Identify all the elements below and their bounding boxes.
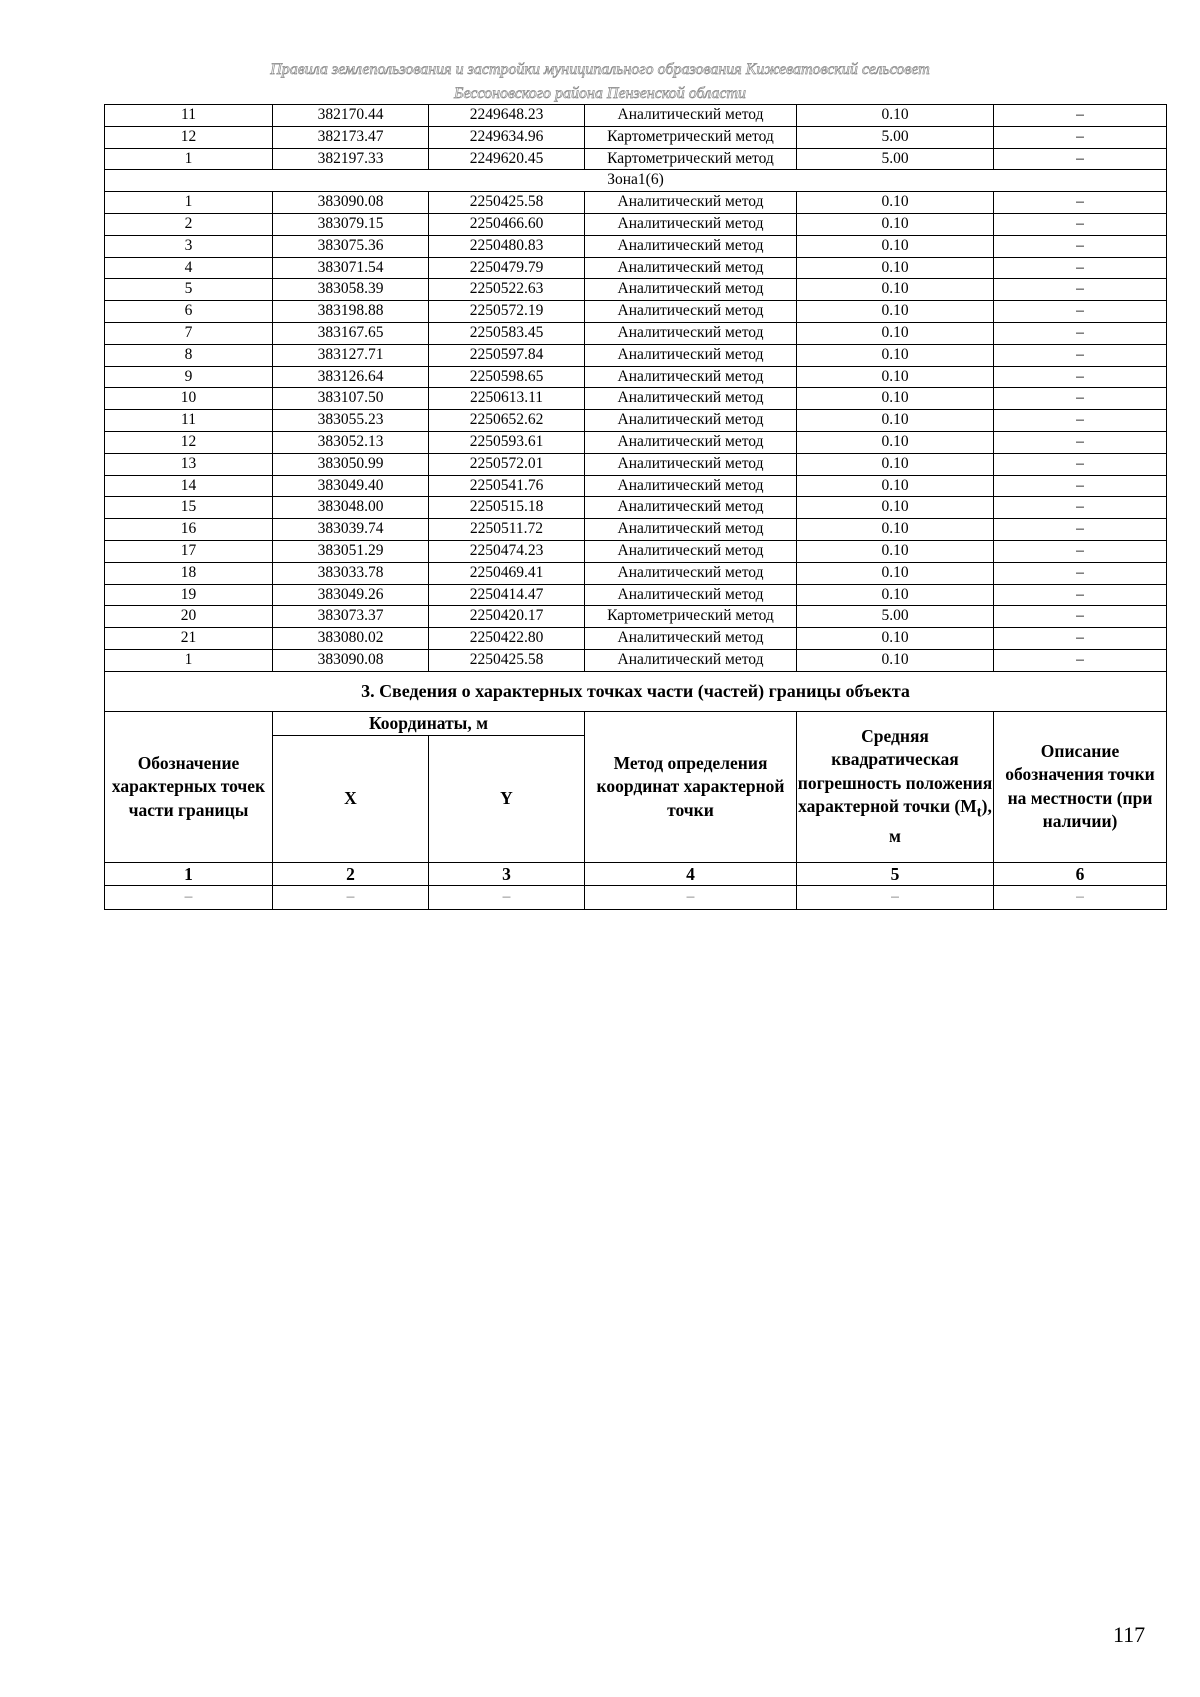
cell-mt-value: 0.10 (797, 279, 994, 301)
cell-method: Картометрический метод (585, 606, 797, 628)
cell-mt-value: 5.00 (797, 126, 994, 148)
cell-coord-x: 383039.74 (273, 519, 429, 541)
cell-description: – (994, 301, 1167, 323)
cell-method: Аналитический метод (585, 235, 797, 257)
cell-description: – (994, 235, 1167, 257)
cell-coord-x: 383073.37 (273, 606, 429, 628)
cell-coord-x: 383126.64 (273, 366, 429, 388)
cell-mt-value: 0.10 (797, 322, 994, 344)
header-coordinates: Координаты, м (273, 711, 585, 736)
table-row (105, 628, 1167, 650)
cell-mt-value: 0.10 (797, 453, 994, 475)
table-row (105, 257, 1167, 279)
cell-mt-value: 0.10 (797, 105, 994, 127)
col-number-1: 1 (105, 863, 273, 886)
table-row (105, 475, 1167, 497)
cell-description: – (994, 519, 1167, 541)
cell-point-number: 6 (105, 301, 273, 323)
cell-mt-value: 0.10 (797, 562, 994, 584)
cell-coord-x: 383090.08 (273, 649, 429, 671)
cell-method: Аналитический метод (585, 562, 797, 584)
cell-method: Аналитический метод (585, 366, 797, 388)
cell-point-number: 14 (105, 475, 273, 497)
header-line-2: Бессоновского района Пензенской области (453, 85, 747, 102)
table-row (105, 410, 1167, 432)
cell-coord-x: 383080.02 (273, 628, 429, 650)
cell-method: Аналитический метод (585, 540, 797, 562)
empty-cell: – (797, 886, 994, 910)
col-number-2: 2 (273, 863, 429, 886)
cell-method: Аналитический метод (585, 584, 797, 606)
empty-cell: – (994, 886, 1167, 910)
cell-method: Аналитический метод (585, 519, 797, 541)
cell-mt-value: 0.10 (797, 235, 994, 257)
cell-description: – (994, 649, 1167, 671)
header-method: Метод определения координат характерной точки (585, 711, 797, 863)
cell-coord-y: 2250593.61 (429, 431, 585, 453)
cell-coord-y: 2250474.23 (429, 540, 585, 562)
cell-method: Аналитический метод (585, 431, 797, 453)
header-designation: Обозначение характерных точек части границы (105, 711, 273, 863)
cell-mt-value: 0.10 (797, 519, 994, 541)
table-row (105, 431, 1167, 453)
cell-coord-y: 2249634.96 (429, 126, 585, 148)
cell-coord-y: 2250515.18 (429, 497, 585, 519)
cell-description: – (994, 628, 1167, 650)
cell-method: Аналитический метод (585, 257, 797, 279)
section-3-title: 3. Сведения о характерных точках части (частей) границы объекта (105, 671, 1167, 711)
cell-description: – (994, 126, 1167, 148)
cell-point-number: 5 (105, 279, 273, 301)
cell-method: Аналитический метод (585, 475, 797, 497)
table-row (105, 192, 1167, 214)
empty-cell: – (105, 886, 273, 910)
cell-point-number: 21 (105, 628, 273, 650)
cell-method: Аналитический метод (585, 279, 797, 301)
cell-coord-x: 383033.78 (273, 562, 429, 584)
cell-coord-y: 2250541.76 (429, 475, 585, 497)
cell-point-number: 12 (105, 431, 273, 453)
coordinates-table (104, 104, 1167, 910)
cell-mt-value: 0.10 (797, 497, 994, 519)
cell-mt-value: 0.10 (797, 366, 994, 388)
cell-coord-y: 2250583.45 (429, 322, 585, 344)
cell-coord-y: 2250511.72 (429, 519, 585, 541)
table-row (105, 453, 1167, 475)
zone-rows (105, 192, 1167, 672)
cell-coord-x: 382197.33 (273, 148, 429, 170)
cell-coord-x: 383107.50 (273, 388, 429, 410)
cell-coord-x: 383049.40 (273, 475, 429, 497)
empty-cell: – (429, 886, 585, 910)
table-row (105, 497, 1167, 519)
cell-coord-y: 2250597.84 (429, 344, 585, 366)
cell-point-number: 2 (105, 213, 273, 235)
col-number-5: 5 (797, 863, 994, 886)
cell-coord-x: 383079.15 (273, 213, 429, 235)
zone-label: Зона1(6) (105, 170, 1167, 192)
table-row (105, 519, 1167, 541)
cell-method: Аналитический метод (585, 192, 797, 214)
cell-coord-x: 383167.65 (273, 322, 429, 344)
header-mt (797, 711, 994, 863)
cell-coord-y: 2250469.41 (429, 562, 585, 584)
table-row (105, 301, 1167, 323)
table-row (105, 235, 1167, 257)
header-x: X (273, 736, 429, 863)
cell-point-number: 19 (105, 584, 273, 606)
cell-point-number: 4 (105, 257, 273, 279)
cell-description: – (994, 562, 1167, 584)
cell-mt-value: 0.10 (797, 257, 994, 279)
header-mt-tail: ), м (889, 796, 992, 847)
empty-cell: – (273, 886, 429, 910)
cell-description: – (994, 279, 1167, 301)
cell-point-number: 17 (105, 540, 273, 562)
cell-description: – (994, 344, 1167, 366)
cell-method: Аналитический метод (585, 105, 797, 127)
cell-point-number: 1 (105, 148, 273, 170)
cell-point-number: 7 (105, 322, 273, 344)
top-rows (105, 105, 1167, 170)
header-y: Y (429, 736, 585, 863)
cell-method: Картометрический метод (585, 148, 797, 170)
page-number: 117 (1113, 1622, 1146, 1647)
cell-coord-y: 2250479.79 (429, 257, 585, 279)
cell-point-number: 8 (105, 344, 273, 366)
cell-description: – (994, 257, 1167, 279)
cell-description: – (994, 366, 1167, 388)
cell-mt-value: 0.10 (797, 344, 994, 366)
cell-coord-y: 2250425.58 (429, 192, 585, 214)
cell-method: Аналитический метод (585, 301, 797, 323)
cell-mt-value: 0.10 (797, 628, 994, 650)
cell-description: – (994, 431, 1167, 453)
cell-description: – (994, 322, 1167, 344)
table-row (105, 562, 1167, 584)
cell-coord-y: 2250414.47 (429, 584, 585, 606)
cell-method: Аналитический метод (585, 322, 797, 344)
cell-coord-y: 2250572.19 (429, 301, 585, 323)
table-row (105, 322, 1167, 344)
cell-method: Аналитический метод (585, 388, 797, 410)
cell-point-number: 20 (105, 606, 273, 628)
cell-mt-value: 0.10 (797, 584, 994, 606)
table-row (105, 279, 1167, 301)
cell-coord-y: 2250480.83 (429, 235, 585, 257)
cell-point-number: 13 (105, 453, 273, 475)
cell-point-number: 1 (105, 192, 273, 214)
cell-method: Картометрический метод (585, 126, 797, 148)
cell-coord-x: 383049.26 (273, 584, 429, 606)
cell-coord-x: 383090.08 (273, 192, 429, 214)
cell-coord-x: 383198.88 (273, 301, 429, 323)
cell-description: – (994, 410, 1167, 432)
cell-mt-value: 0.10 (797, 301, 994, 323)
cell-description: – (994, 213, 1167, 235)
cell-description: – (994, 388, 1167, 410)
table-row (105, 213, 1167, 235)
cell-mt-value: 0.10 (797, 192, 994, 214)
header-mt-text: Средняя квадратическая погрешность положения характерной точки (M (797, 725, 993, 817)
cell-mt-value: 5.00 (797, 148, 994, 170)
cell-point-number: 15 (105, 497, 273, 519)
cell-description: – (994, 497, 1167, 519)
cell-method: Аналитический метод (585, 213, 797, 235)
cell-coord-x: 382170.44 (273, 105, 429, 127)
cell-description: – (994, 105, 1167, 127)
cell-coord-x: 383051.29 (273, 540, 429, 562)
cell-method: Аналитический метод (585, 453, 797, 475)
cell-point-number: 1 (105, 649, 273, 671)
col-number-3: 3 (429, 863, 585, 886)
cell-description: – (994, 453, 1167, 475)
cell-method: Аналитический метод (585, 497, 797, 519)
table-row (105, 584, 1167, 606)
table-row (105, 105, 1167, 127)
table-row (105, 649, 1167, 671)
cell-coord-x: 383052.13 (273, 431, 429, 453)
header-mt-sub: t (976, 804, 982, 821)
document-header (150, 58, 1050, 106)
cell-description: – (994, 540, 1167, 562)
cell-coord-y: 2250420.17 (429, 606, 585, 628)
table-row (105, 126, 1167, 148)
empty-cell: – (585, 886, 797, 910)
cell-description: – (994, 192, 1167, 214)
cell-description: – (994, 584, 1167, 606)
cell-coord-y: 2250522.63 (429, 279, 585, 301)
cell-point-number: 18 (105, 562, 273, 584)
cell-coord-x: 383071.54 (273, 257, 429, 279)
cell-coord-x: 383058.39 (273, 279, 429, 301)
cell-method: Аналитический метод (585, 410, 797, 432)
cell-point-number: 3 (105, 235, 273, 257)
cell-mt-value: 0.10 (797, 388, 994, 410)
section-3 (105, 671, 1167, 910)
cell-mt-value: 0.10 (797, 431, 994, 453)
cell-coord-y: 2250466.60 (429, 213, 585, 235)
cell-coord-x: 383048.00 (273, 497, 429, 519)
col-number-6: 6 (994, 863, 1167, 886)
cell-description: – (994, 606, 1167, 628)
cell-coord-y: 2249620.45 (429, 148, 585, 170)
cell-method: Аналитический метод (585, 344, 797, 366)
cell-point-number: 9 (105, 366, 273, 388)
cell-coord-x: 383050.99 (273, 453, 429, 475)
cell-coord-x: 383075.36 (273, 235, 429, 257)
cell-method: Аналитический метод (585, 649, 797, 671)
cell-coord-y: 2250613.11 (429, 388, 585, 410)
cell-coord-y: 2249648.23 (429, 105, 585, 127)
cell-coord-y: 2250652.62 (429, 410, 585, 432)
cell-coord-y: 2250572.01 (429, 453, 585, 475)
cell-mt-value: 0.10 (797, 475, 994, 497)
cell-point-number: 16 (105, 519, 273, 541)
table-row (105, 344, 1167, 366)
cell-point-number: 11 (105, 410, 273, 432)
cell-mt-value: 5.00 (797, 606, 994, 628)
header-line-1: Правила землепользования и застройки муниципального образования Кижеватовский сельсовет (270, 61, 930, 78)
table-row (105, 366, 1167, 388)
cell-description: – (994, 148, 1167, 170)
cell-mt-value: 0.10 (797, 213, 994, 235)
cell-point-number: 12 (105, 126, 273, 148)
cell-mt-value: 0.10 (797, 540, 994, 562)
zone-section (105, 170, 1167, 192)
cell-point-number: 10 (105, 388, 273, 410)
table-row (105, 388, 1167, 410)
cell-coord-x: 383127.71 (273, 344, 429, 366)
cell-coord-y: 2250422.80 (429, 628, 585, 650)
cell-coord-y: 2250425.58 (429, 649, 585, 671)
cell-point-number: 11 (105, 105, 273, 127)
cell-coord-x: 382173.47 (273, 126, 429, 148)
table-row (105, 540, 1167, 562)
cell-coord-x: 383055.23 (273, 410, 429, 432)
cell-method: Аналитический метод (585, 628, 797, 650)
header-description: Описание обозначения точки на местности (при наличии) (994, 711, 1167, 863)
cell-coord-y: 2250598.65 (429, 366, 585, 388)
cell-description: – (994, 475, 1167, 497)
col-number-4: 4 (585, 863, 797, 886)
table-row (105, 148, 1167, 170)
cell-mt-value: 0.10 (797, 410, 994, 432)
table-row (105, 606, 1167, 628)
cell-mt-value: 0.10 (797, 649, 994, 671)
